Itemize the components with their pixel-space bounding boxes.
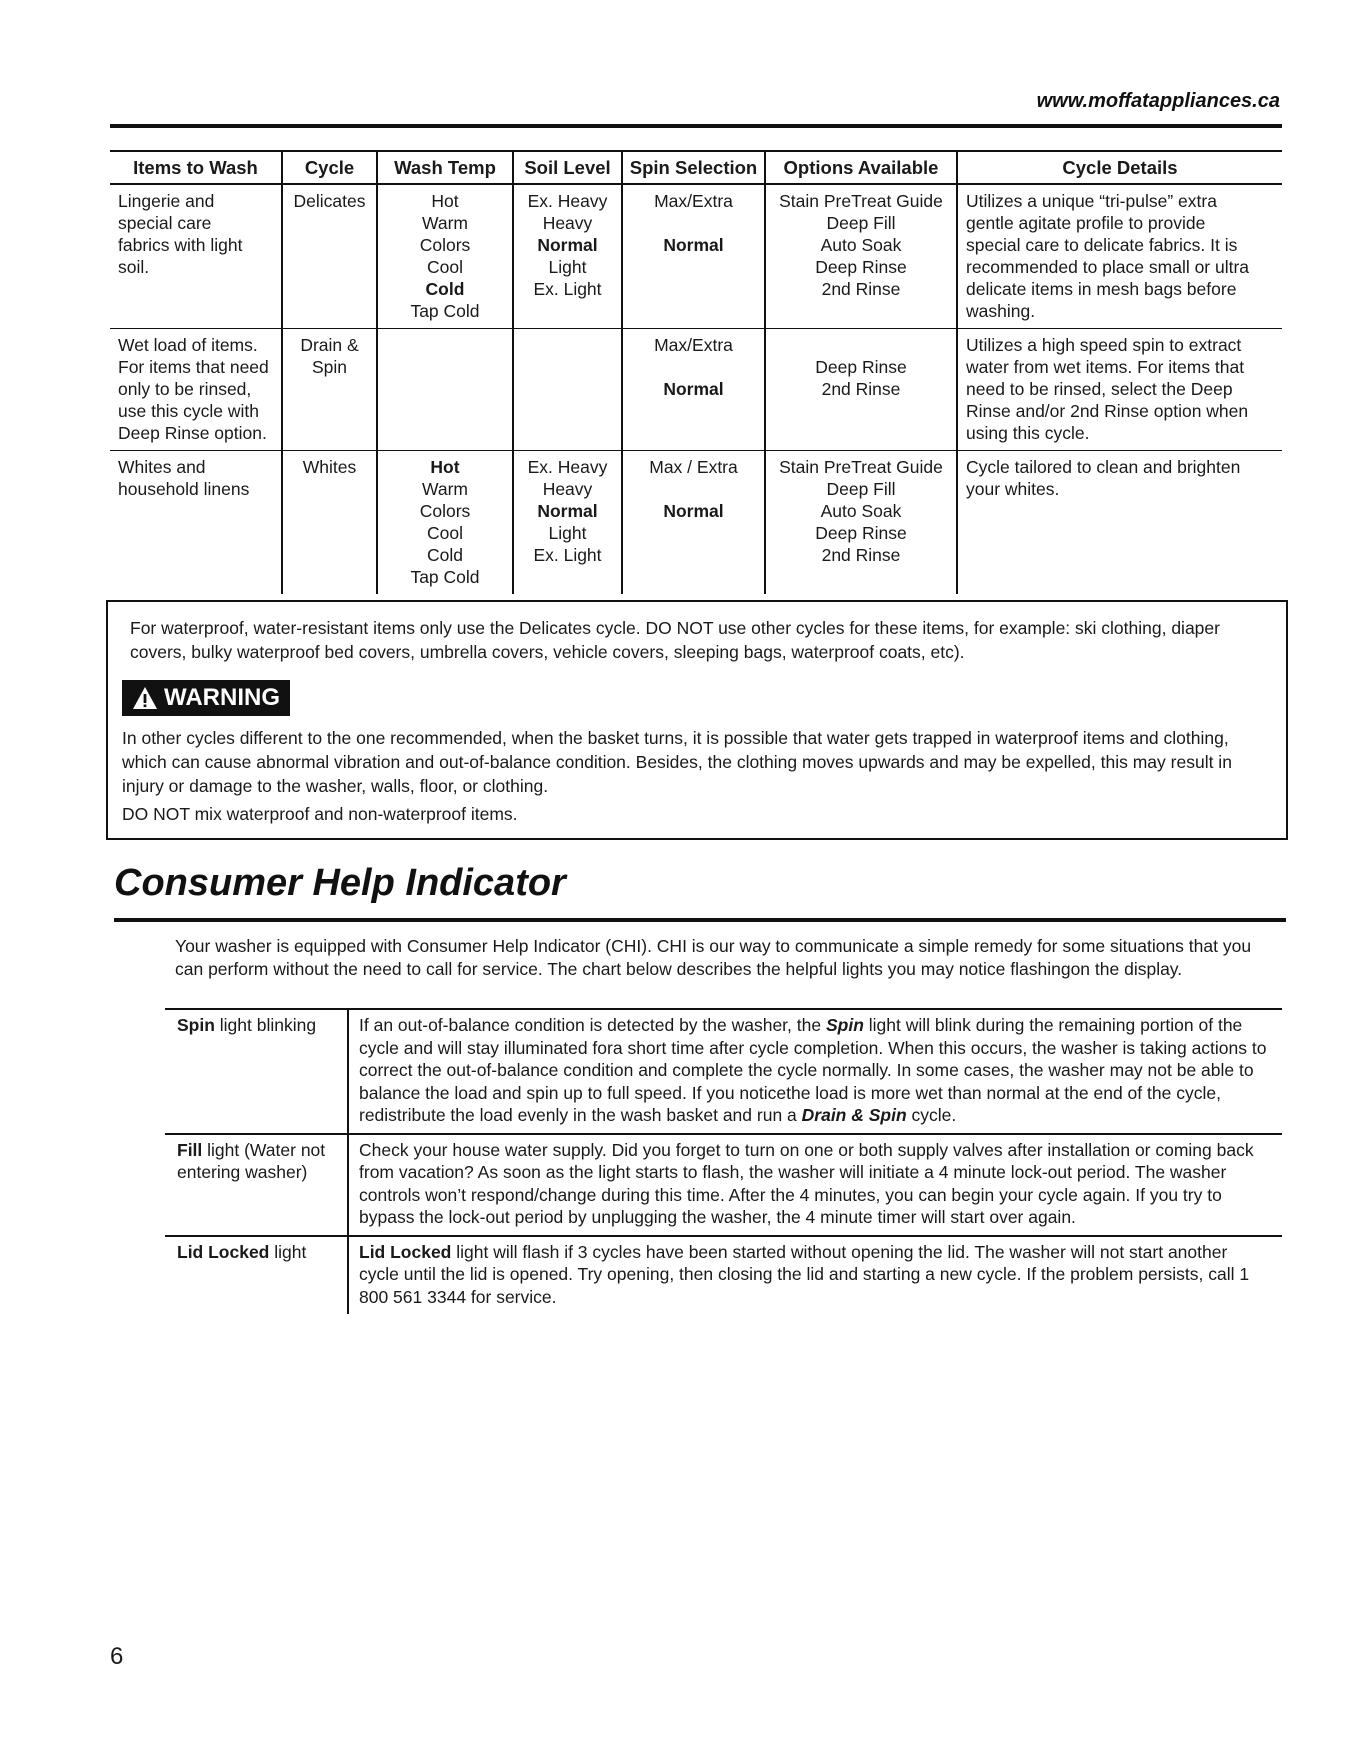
chi-desc-spin [348,1009,1282,1134]
items-to-wash-cell-line: Lingerie and [118,191,215,211]
items-to-wash-cell [110,451,282,595]
cycle-details-cell-line: need to be rinsed, select the Deep [966,379,1233,399]
chi-row-spin [165,1009,1282,1134]
spin-selection-cell [622,184,765,329]
wash-temp-cell [377,451,513,595]
option-item: Auto Soak [820,501,902,521]
wash-temp-cell-line: Hot [431,191,459,211]
cycle-details-cell [957,329,1282,451]
chi-label-spin-bold: Spin [177,1015,215,1035]
cycle-row-whites [110,451,1282,595]
cycle-details-cell-line: Rinse and/or 2nd Rinse option when [966,401,1249,421]
wash-temp-cell [377,329,513,451]
wash-temp-cell-line: Warm [421,479,468,499]
items-to-wash-cell-line: For items that need [118,357,269,377]
items-to-wash-cell-line: Wet load of items. [118,335,258,355]
soil-level-cell-line: Normal [537,501,598,521]
soil-level-cell [513,184,622,329]
option-item: Deep Rinse [815,257,907,277]
wash-temp-cell-line: Cold [427,545,463,565]
wash-temp-cell-line: Colors [419,501,471,521]
option-item: Deep Fill [826,213,896,233]
option-item: Deep Fill [826,479,896,499]
items-to-wash-cell-line: household linens [118,479,250,499]
wash-temp-cell-line: Warm [421,213,468,233]
spin-max-value: Max/Extra [654,191,733,211]
soil-level-cell-line: Heavy [542,479,593,499]
items-to-wash-cell-line: only to be rinsed, [118,379,252,399]
spin-gap [631,478,756,500]
option-item: Deep Rinse [815,523,907,543]
soil-level-cell-line: Ex. Heavy [527,457,608,477]
cycle-cell [282,451,377,595]
items-to-wash-cell-line: soil. [118,257,150,277]
option-item: 2nd Rinse [821,545,901,565]
site-url: www.moffatappliances.ca [1036,90,1280,112]
chi-desc-drain-spin-emphasis: Drain & Spin [801,1105,907,1125]
cycle-details-cell-line: special care to delicate fabrics. It is [966,235,1238,255]
header-cycle: Cycle [282,151,377,184]
chi-desc-lid-bold: Lid Locked [359,1241,452,1262]
spin-gap [631,356,756,378]
chi-desc-spin-part: light will blink during the remaining portion of the cycle and will stay illuminated fora short time after cycle completion. When this occurs, the washer is taking actions to correct the out-of-balance condition and complete the cycle normally. In some cases, the washer may not be able to balance the load and spin up to full speed. If you noticethe load is more wet than normal at the end of the cycle, redistribute the load evenly in the wash basket and run a [359,1015,1267,1125]
soil-level-cell-line: Light [548,257,587,277]
soil-level-cell [513,329,622,451]
items-to-wash-cell-line: use this cycle with [118,401,260,421]
cycle-cell-line: Whites [302,457,357,477]
header-cycle-details: Cycle Details [957,151,1282,184]
soil-level-cell-line: Normal [537,235,598,255]
cycle-details-cell-line: using this cycle. [966,423,1090,443]
soil-level-cell-line: Ex. Light [533,545,602,565]
spin-selection-cell [622,329,765,451]
chi-label-fill-bold: Fill [177,1139,203,1160]
cycle-cell [282,184,377,329]
page-number: 6 [110,1643,124,1670]
chi-table [165,1008,1282,1314]
spin-default-value: Normal [663,235,724,255]
cycle-cell-line: Drain & [300,335,359,355]
wash-temp-cell-line: Cool [427,523,463,543]
cycle-details-cell-line: gentle agitate profile to provide [966,213,1206,233]
section-rule [114,918,1286,922]
chi-label-fill-rest: light (Water not entering washer) [177,1139,326,1182]
warning-badge [122,680,290,716]
items-to-wash-cell-line: Whites and [118,457,206,477]
header-items-to-wash: Items to Wash [110,151,282,184]
chi-row-lid-locked [165,1236,1282,1315]
cycle-details-cell-line: Utilizes a high speed spin to extract [966,335,1242,355]
cycle-cell [282,329,377,451]
header-wash-temp: Wash Temp [377,151,513,184]
cycle-details-cell-line: washing. [966,301,1036,321]
soil-level-cell-line: Ex. Light [533,279,602,299]
spin-gap [631,212,756,234]
section-title: Consumer Help Indicator [114,862,566,904]
option-item: Auto Soak [820,235,902,255]
chi-label-spin-rest: light blinking [214,1015,317,1035]
options-gap [774,334,948,356]
wash-temp-cell-line: Colors [419,235,471,255]
chi-desc-lid-rest: light will flash if 3 cycles have been started without opening the lid. The washer will not start another cycle until the lid is opened. Try opening, then closing the lid and starting a new cycle. If the problem persists, call 1 800 561 3344 for service. [359,1241,1250,1307]
header-options-available: Options Available [765,151,957,184]
cycle-row-delicates [110,184,1282,329]
cycle-details-cell-line: Utilizes a unique “tri-pulse” extra [966,191,1217,211]
chi-desc-fill: Check your house water supply. Did you forget to turn on one or both supply valves after installation or coming back from vacation? As soon as the light starts to flash, the washer will initiate a 4 minute lock-out period. The washer controls won’t respond/change during this time. After the 4 minutes, you can begin your cycle again. If you try to bypass the lock-out period by unplugging the washer, the 4 minute timer will start over again. [348,1134,1282,1236]
header-soil-level: Soil Level [513,151,622,184]
soil-level-cell-line: Light [548,523,587,543]
items-to-wash-cell [110,184,282,329]
spin-default-value: Normal [663,379,724,399]
cycle-cell-line: Delicates [293,191,366,211]
items-to-wash-cell [110,329,282,451]
options-available-cell [765,329,957,451]
wash-temp-cell-line: Cool [427,257,463,277]
cycle-details-cell [957,184,1282,329]
option-item: 2nd Rinse [821,279,901,299]
chi-row-fill [165,1134,1282,1236]
chi-label-lid-locked [165,1236,348,1315]
option-item: Stain PreTreat Guide [779,191,943,211]
cycle-details-cell-line: water from wet items. For items that [966,357,1245,377]
items-to-wash-cell-line: Deep Rinse option. [118,423,267,443]
top-rule [110,124,1282,128]
cycle-table [110,150,1282,594]
option-item: Deep Rinse [815,357,907,377]
soil-level-cell-line: Ex. Heavy [527,191,608,211]
wash-temp-cell [377,184,513,329]
spin-default-value: Normal [663,501,724,521]
wash-temp-cell-line: Tap Cold [410,301,480,321]
options-available-cell [765,184,957,329]
chi-desc-spin-part: cycle. [906,1105,957,1125]
soil-level-cell [513,451,622,595]
options-available-cell [765,451,957,595]
wash-temp-cell-line: Cold [425,279,465,299]
cycle-row-drain-spin [110,329,1282,451]
wash-temp-cell-line: Hot [430,457,460,477]
waterproof-notice-box [106,600,1288,840]
spin-max-value: Max / Extra [649,457,738,477]
warning-label: WARNING [164,684,280,711]
items-to-wash-cell-line: fabrics with light [118,235,243,255]
cycle-details-cell-line: your whites. [966,479,1060,499]
spin-max-value: Max/Extra [654,335,733,355]
chi-desc-lid-locked [348,1236,1282,1315]
cycle-details-cell-line: Cycle tailored to clean and brighten [966,457,1241,477]
cycle-table-header-row [110,151,1282,184]
cycle-details-cell-line: delicate items in mesh bags before [966,279,1237,299]
chi-label-spin [165,1009,348,1134]
chi-desc-spin-emphasis: Spin [825,1015,864,1035]
warning-text: In other cycles different to the one recommended, when the basket turns, it is possible that water gets trapped in waterproof items and clothing, which can cause abnormal vibration and out-of-balance condition. Besides, the clothing moves upwards and may be expelled, this may result in injury or damage to the washer, walls, floor, or clothing. [122,728,1232,796]
header-spin-selection: Spin Selection [622,151,765,184]
chi-desc-spin-part: If an out-of-balance condition is detected by the washer, the [359,1015,826,1035]
wash-temp-cell-line: Tap Cold [410,567,480,587]
chi-label-lid-bold: Lid Locked [177,1241,270,1262]
option-item: 2nd Rinse [821,379,901,399]
chi-label-fill [165,1134,348,1236]
soil-level-cell-line: Heavy [542,213,593,233]
cycle-details-cell [957,451,1282,595]
items-to-wash-cell-line: special care [118,213,212,233]
chi-label-lid-rest: light [269,1241,307,1262]
warning-final-line: DO NOT mix waterproof and non-waterproof items. [122,804,518,824]
cycle-details-cell-line: recommended to place small or ultra [966,257,1250,277]
warning-icon [132,686,158,710]
chi-intro: Your washer is equipped with Consumer Help Indicator (CHI). CHI is our way to communicate a simple remedy for some situations that you can perform without the need to call for service. The chart below describes the helpful lights you may notice flashingon the display. [175,936,1252,979]
option-item: Stain PreTreat Guide [779,457,943,477]
spin-selection-cell [622,451,765,595]
cycle-cell-line: Spin [311,357,348,377]
waterproof-intro: For waterproof, water-resistant items only use the Delicates cycle. DO NOT use other cycles for these items, for example: ski clothing, diaper covers, bulky waterproof bed covers, umbrella covers, vehicle covers, sleeping bags, waterproof coats, etc). [130,618,1220,662]
